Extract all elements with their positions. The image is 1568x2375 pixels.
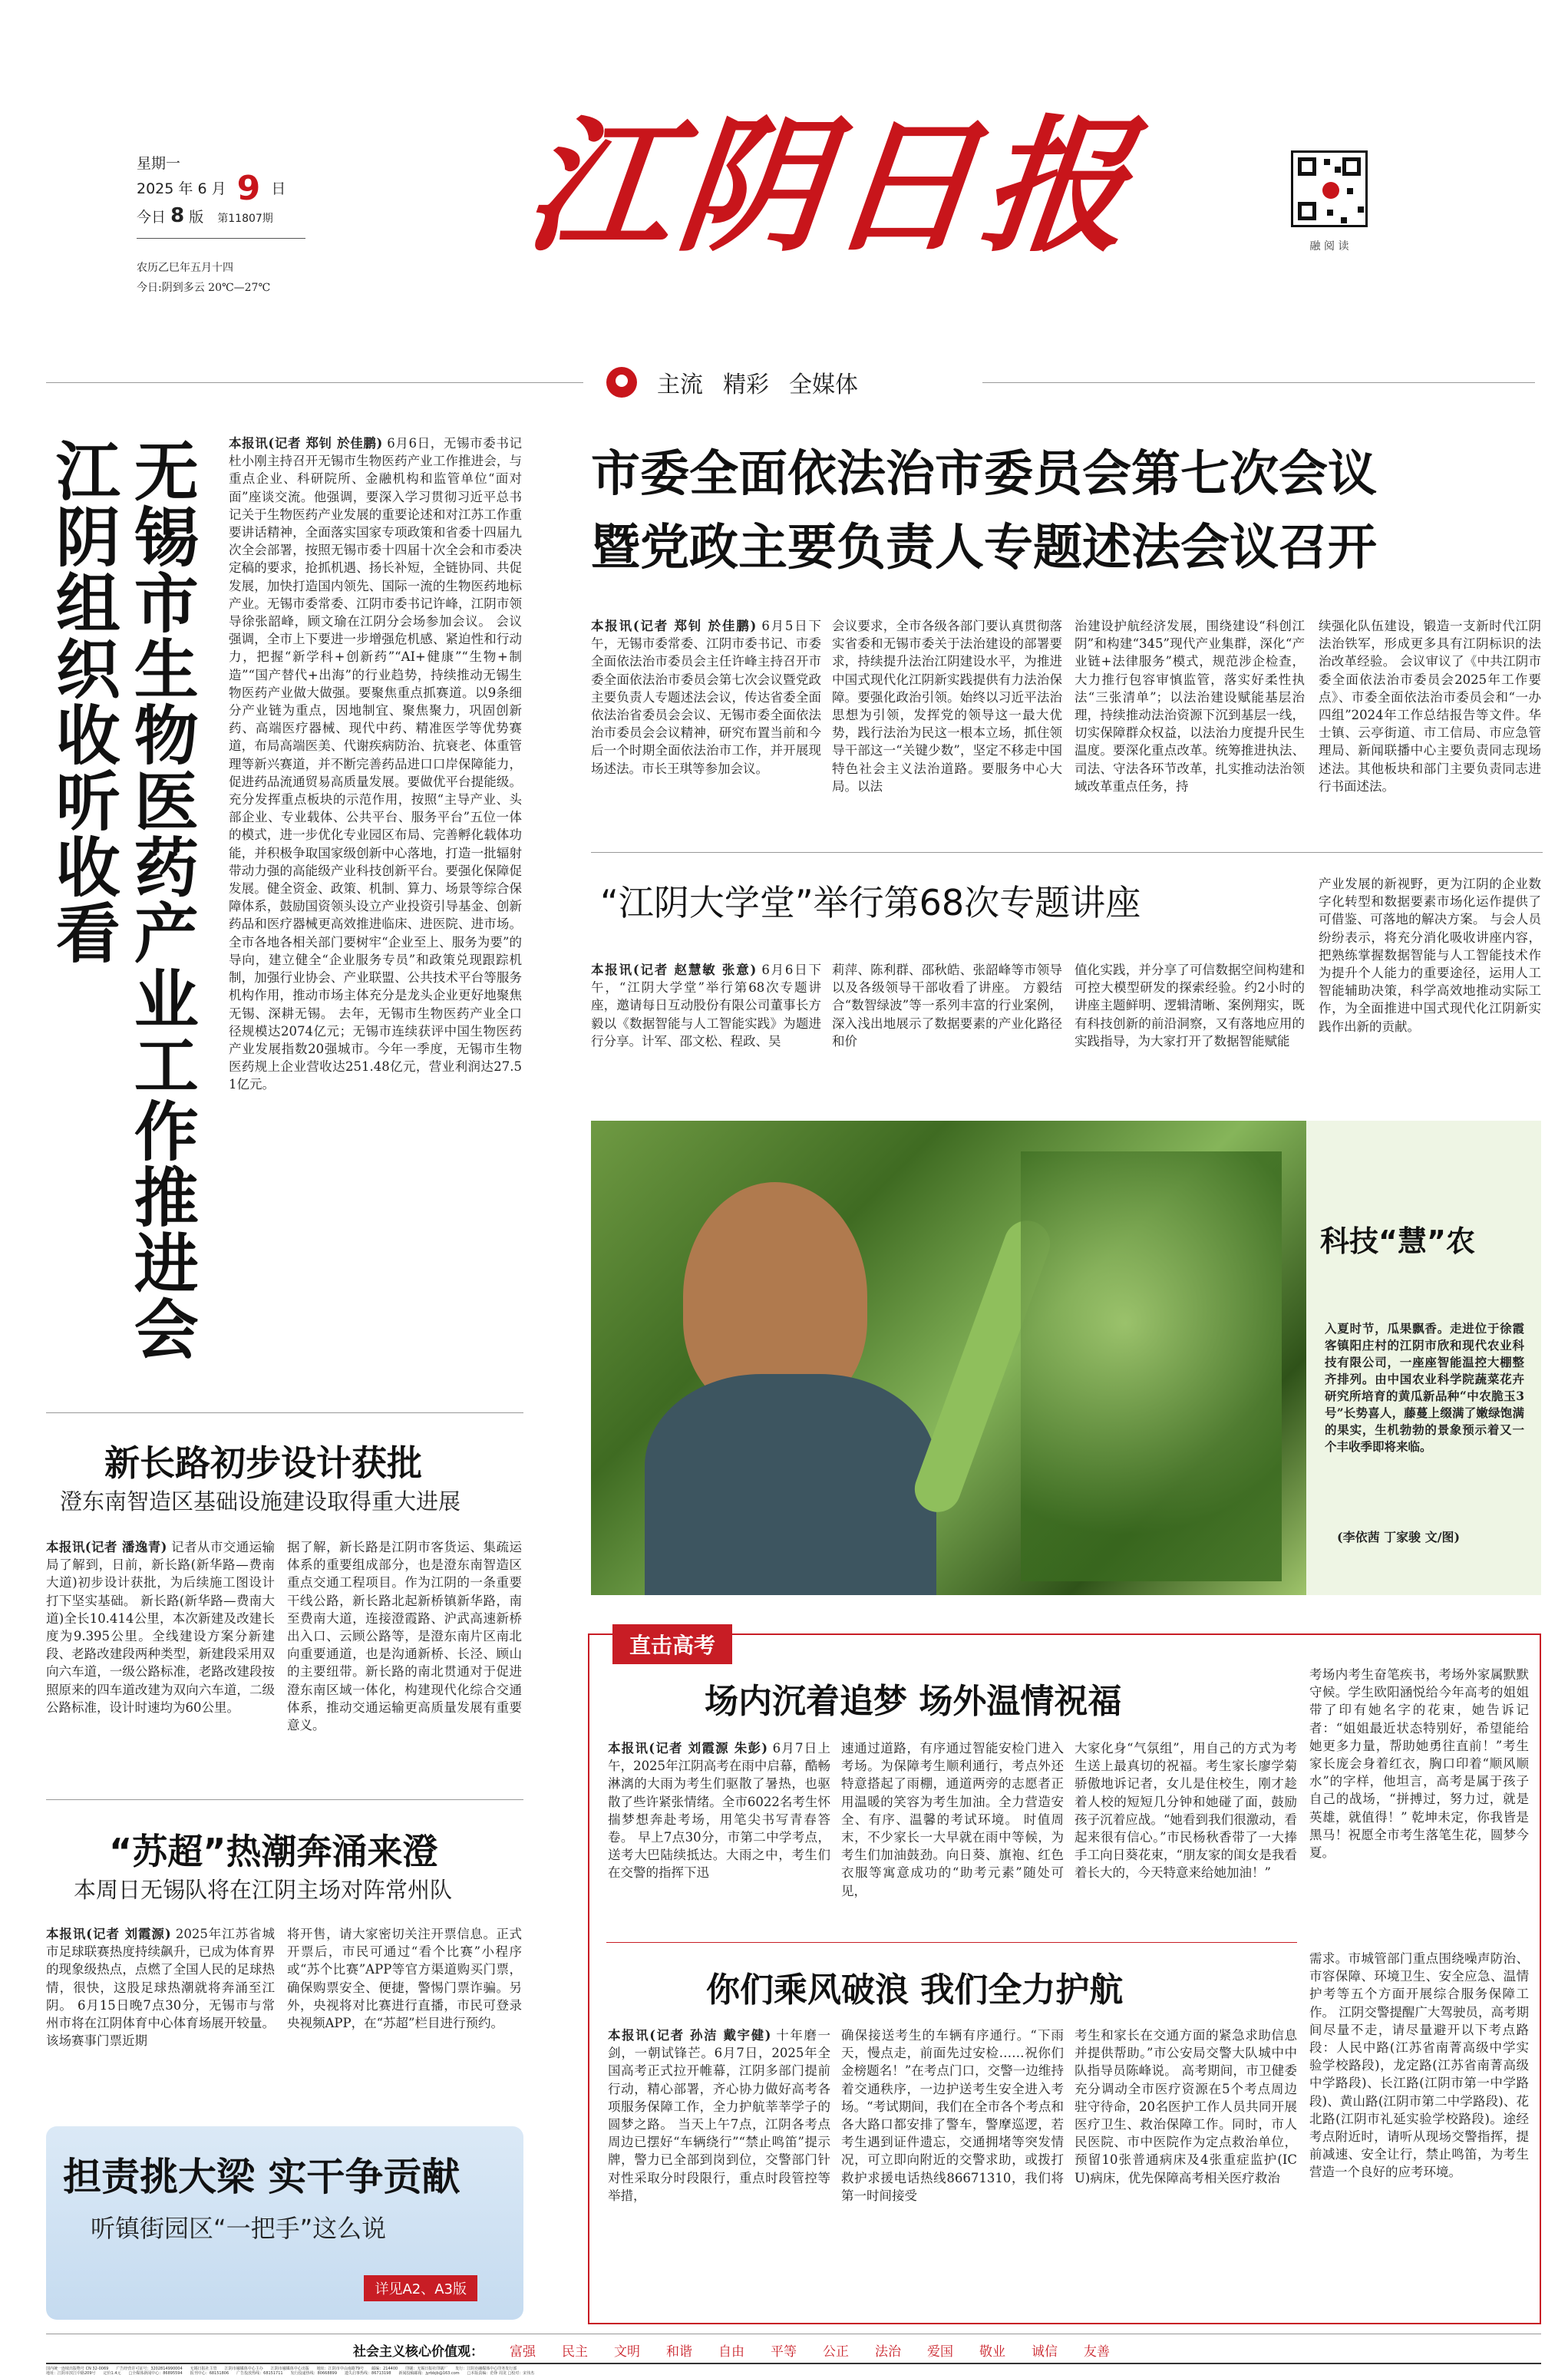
lecture-col-2: 莉萍、陈利群、邵秋皓、张韶峰等市领导以及各级领导干部收看了讲座。 方毅结合“数智绿波”等一系列丰富的行业案例，深入浅出地展示了数据要素的产业化路径和价 [832,963,1062,1049]
date-month-unit: 月 [211,180,226,197]
main-headline-2: 暨党政主要负责人专题述法会议召开 [591,520,1377,576]
exam-b-col-1 [608,2027,830,2311]
value-item: 自由 [718,2344,744,2360]
exam-a-col-2: 速通过道路，有序通过智能安检门进入考场。为保障考生顺利通行，考点外还特意搭起了雨棚，通道两旁的志愿者正用温暖的笑容为考生加油。全力营造安全、有序、温馨的考试环境。 时值周末，不少家长一大早就在雨中等候，为考生们加油鼓劲。向日葵、旗袍、红色衣服等寓意成功的“助考元素”随处可见， [841,1741,1064,1898]
footer-item: 邮编：214400 [371,2367,398,2370]
qr-block [1291,150,1375,281]
footer-rule [46,2363,1541,2364]
footer-item: 广告经营许可证号：3202814990004 [116,2367,183,2370]
value-item: 富强 [510,2344,536,2360]
masthead: 江阴日报 [517,101,1144,272]
exam-a-col-1-text: 6月7日上午，2025年江阴高考在雨中启幕，酷畅淋漓的大雨为考生们驱散了暑热，也驱散了些许紧张情绪。全市6022名考生怀揣梦想奔赴考场，用笔尖书写青春答卷。 早上7点30分，市第二中学考点，送考大巴陆续抵达。大雨之中，考生们在交警的指挥下迅 [608,1741,830,1881]
lecture-col-4: 产业发展的新视野，更为江阴的企业数字化转型和数据要素市场化运作提供了可借鉴、可落地的解决方案。 与会人员纷纷表示，将充分消化吸收讲座内容，把熟练掌握数据智能与人工智能技术作为提升个人能力的重要途径，运用人工智能辅助决策，科学高效地推动实际工作，为全面推进中国式现代化江阴新实践作出新的贡献。 [1319,877,1541,1034]
left-mid2-headline: “苏超”热潮奔涌来澄 [109,1831,438,1872]
slogan-2: 精彩 [723,372,769,398]
photo-credit: (李依茜 丁家骏 文/图) [1337,1530,1461,1544]
value-item: 和谐 [666,2344,692,2360]
brand-logo-icon [606,367,637,398]
exam-byline-2: 本报讯(记者 孙洁 戴宇健) [608,2028,771,2043]
farmer-photo [591,1121,1306,1595]
footer-item: 江阴市融媒体中心出版 [270,2367,309,2370]
left-mid2-byline: 本报讯(记者 刘霞源) [46,1927,171,1941]
footer-item: □全媒体新闻中心：86895594 [128,2371,183,2375]
left-mid-col-1 [46,1538,275,1792]
photo-caption: 入夏时节，瓜果飘香。走进位于徐霞客镇阳庄村的江阴市欣和现代农业科技有限公司，一座座智能温控大棚整齐排列。由中国农业科学院蔬菜花卉研究所培育的黄瓜新品种“中农脆玉3号”长势喜人，藤蔓上缀满了嫩绿饱满的果实，生机勃勃的景象预示着又一个丰收季即将来临。 [1325,1321,1524,1454]
exam-divider [606,1942,1297,1943]
qr-label: 融 阅 读 [1309,240,1349,253]
date-month: 6 [197,180,207,197]
left-top-byline: 本报讯(记者 郑钊 於佳鹏) [229,436,383,451]
exam-a-col-4: 考场内考生奋笔疾书，考场外家属默默守候。学生欧阳涵悦给今年高考的姐姐带了印有她名字的花束，她告诉记者：“姐姐最近状态特别好，希望能给她更多力量，帮助她勇往直前！”考生家长庞会身着红衣，胸口印着“顺风顺水”的字样，他坦言，高考是属于孩子自己的战场，“拼搏过，努力过，就是英雄，就值得！” 乾坤未定，你我皆是黑马！祝愿全市考生落笔生花，圆梦今夏。 [1309,1667,1529,1861]
issue-number: 第11807期 [217,213,273,225]
exam-headline-2: 你们乘风破浪 我们全力护航 [706,1970,1124,2010]
left-mid-col-2: 据了解，新长路是江阴市客货运、集疏运体系的重要组成部分，也是澄东南智造区重点交通工程项目。作为江阴的一条重要干线公路，新长路北起新桥镇新华路，南至费南大道，连接澄霞路、沪武高速新桥出入口、云顾公路等，是澄东南片区南北向重要通道，也是沟通新桥、长泾、顾山的主要纽带。新长路的南北贯通对于促进澄东南区域一体化，构建现代化综合交通体系，推动交通运输更高质量发展有重要意义。 [287,1540,522,1733]
weather: 今日:阴到多云 20℃—27℃ [137,282,271,294]
date-year-unit: 年 [178,180,193,197]
pages-line [137,204,273,227]
value-item: 公正 [823,2344,849,2360]
lecture-headline: “江阴大学堂”举行第68次专题讲座 [600,882,1141,923]
lecture-col-1 [591,961,821,1092]
main-col-1-text: 6月5日下午，无锡市委常委、江阴市委书记、市委全面依法治市委员会主任许峰主持召开市委全面依法治市委员会第七次会议暨党政主要负责人专题述法会议，传达省委全面依法治省委员会会议、无锡市委全面依法治市委员会会议精神，研究布置当前和今后一个时期全面依法治市工作，并开展现场述法。市长王琪等参加会议。 [591,619,821,776]
footer-item: 地址：江阴市滨江中路209号 [46,2371,96,2375]
footer-item: 定价1.4元 [103,2371,121,2375]
main-byline: 本报讯(记者 郑钊 於佳鹏) [591,619,757,633]
values-bar [353,2340,1351,2360]
left-mid2-col-1 [46,1925,275,2117]
footer-item: 国内统一连续出版物号 CN 32-0069 [46,2367,109,2370]
value-item: 诚信 [1032,2344,1058,2360]
exam-b-col-3: 考生和家长在交通方面的紧急求助信息并提供帮助。”市公安局交警大队城中中队指导员陈峰说。 高考期间，市卫健委充分调动全市医疗资源在5个考点周边驻守待命，20名医护工作人员共同开展医疗卫生、救治保障工作。同时，市人民医院、市中医院作为定点救治单位，预留10张普通病床及4张重症监护(ICU)病床，优先保障高考相关医疗救治 [1074,2028,1297,2185]
value-item: 平等 [771,2344,797,2360]
left-divider-2 [46,1799,523,1800]
values-label: 社会主义核心价值观： [353,2344,484,2360]
footer-item: 新闻投稿邮箱：jyrbbjb@163.com [398,2371,460,2375]
promo-ref[interactable]: 详见A2、A3版 [364,2275,477,2301]
main-col-4: 续强化队伍建设，锻造一支新时代江阴法治铁军，形成更多具有江阴标识的法治改革经验。 会议审议了《中共江阴市委全面依法治市委员会2025年工作要点》、市委全面依法治市委员会和“一办四组”2024年工作总结报告等文件。华士镇、云亭街道、市工信局、市应急管理局、新闻联播中心主要负责同志现场述法。其他板块和部门主要负责同志进行书面述法。 [1319,619,1541,794]
exam-a-col-1 [608,1739,830,1931]
main-col-2: 会议要求，全市各级各部门要认真贯彻落实省委和无锡市委关于法治建设的部署要求，持续提升法治江阴建设水平，为推进中国式现代化江阴新实践提供有力法治保障。要强化政治引领。始终以习近平法治思想为引领，发挥党的领导这一最大优势，践行法治为民这一根本立场，抓住领导干部这一“关键少数”，坚定不移走中国特色社会主义法治道路。要服务中心大局。以法 [832,619,1062,794]
main-col-3: 治建设护航经济发展，围绕建设“科创江阴”和构建“345”现代产业集群，深化“产业链+法律服务”模式，规范涉企检查，大力推行包容审慎监管，落实好柔性执法“三张清单”；以法治建设赋能基层治理，持续推动法治资源下沉到基层一线，切实保障群众权益，以法治力度提升民生温度。要深化重点改革。统筹推进执法、司法、守法各环节改革，扎实推动法治领域改革重点任务，持 [1074,619,1305,794]
header-divider [137,238,305,239]
exam-tag: 直击高考 [612,1624,732,1664]
value-item: 法治 [875,2344,901,2360]
footer-line-2 [46,2370,1541,2375]
left-mid-byline: 本报讯(记者 潘逸青) [46,1540,167,1554]
qr-code-icon[interactable] [1291,150,1368,227]
value-item: 友善 [1084,2344,1110,2360]
footer-item: 发行投递热线：80668899 [290,2371,338,2375]
value-item: 民主 [562,2344,588,2360]
footer-item: 广告投放热线：68151711 [236,2371,283,2375]
left-mid-subhead: 澄东南智造区基础设施建设取得重大进展 [60,1488,461,1515]
left-mid2-col-2: 将开售，请大家密切关注开票信息。正式开票后，市民可通过“看个比赛”小程序或“苏个比赛”APP等官方渠道购买门票，确保购票安全、便捷，警惕门票诈骗。另外，央视将对比赛进行直播，市民可登录央视频APP，在“苏超”栏目进行预约。 [287,1927,522,2031]
date-line [137,169,286,208]
exam-byline-1: 本报讯(记者 刘霞源 朱彭) [608,1741,768,1756]
lecture-byline: 本报讯(记者 赵慧敏 张意) [591,963,757,977]
date-day: 9 [236,169,261,208]
slogan-1: 主流 [657,372,703,398]
left-headline-1: 无锡市生物医药产业工作推进会 [124,438,200,1362]
main-divider-1 [591,852,1543,853]
lecture-col-3: 值化实践，并分享了可信数据空间构建和可控大模型研发的探索经验。约2小时的讲座主题鲜明、逻辑清晰、案例翔实，既有科技创新的前沿洞察，又有落地应用的实践指导，为大家打开了数据智能赋能 [1074,963,1305,1049]
exam-b-col-4: 需求。市城管部门重点围绕噪声防治、市容保障、环境卫生、安全应急、温情护考等五个方面开展综合服务保障工作。 江阴交警提醒广大驾驶员，高考期间尽量不走，请尽量避开以下考点路段：人民中路(江苏省南菁高级中学实验学校路段)，龙定路(江苏省南菁高级中学路段)、长江路(江阴市第一中学路段)、黄山路(江阴市第二中学路段)、花北路(江阴市礼延实验学校路段)。途经考点附近时，请听从现场交警指挥，提前减速、安全让行，禁止鸣笛，为考生营造一个良好的应考环境。 [1309,1951,1529,2180]
footer-item: 印刷：无锡日报社印刷厂 [405,2367,448,2370]
slogan-rule-left [46,382,583,383]
value-item: 爱国 [927,2344,953,2360]
slogan-3: 全媒体 [789,372,858,398]
left-divider-1 [46,1412,523,1413]
left-top-text: 6月6日，无锡市委书记杜小刚主持召开无锡市生物医药产业工作推进会，与重点企业、科研院所、金融机构和监管单位“面对面”座谈交流。他强调，要深入学习贯彻习近平总书记关于生物医药产业发展的重要论述和对江苏工作重要讲话精神，全面落实国家专项政策和省委十四届九次全会部署，按照无锡市委十四届十次全会和市委决定稿的要求，抢抓机遇、扬长补短，全链协同、共促发展，加快打造国内领先、国际一流的生物医药地标产业。无锡市委常委、江阴市委书记许峰，江阴市领导徐张韶峰，顾文瑜在江阴分会场参加会议。 会议强调，全市上下要进一步增强危机感、紧迫性和行动力，把握“新学科+创新药”“AI+健康”“生物+制造”“国产替代+出海”的行业趋势，持续推动无锡生物医药产业做大做强。要聚焦重点抓赛道。以9条细分产业链为重点，因地制宜、聚焦聚力，巩固创新药、高端医疗器械、现代中药、精准医学等优势赛道，布局高端医美、代谢疾病防治、抗衰老、体重管理等新兴赛道，并不断完善药品进口口岸保障能力，促进药品流通贸易高质量发展。要做优平台提能级。充分发挥重点板块的示范作用，按照“主导产业、头部企业、专业载体、公共平台、服务平台”五位一体的模式，进一步优化专业园区布局、完善孵化载体功能，并积极争取国家级创新中心落地，打造一批辐射带动力强的高能级产业科技创新平台。要强化保障促发展。健全资金、政策、机制、算力、场景等综合保障体系，鼓励国资领头设立产业投资引导基金、创新药品和医疗器械更高效推进临床、进医院、进市场。全市各地各相关部门要树牢“企业至上、服务为要”的导向，建立健全“企业服务专员”和政策兑现跟踪机制，加强行业协会、产业联盟、公共技术平台等服务机构作用，推动市场主体充分是龙头企业更好地聚焦无锡、深耕无锡。 去年，无锡市生物医药产业全口径规模达2074亿元；无锡市连续获评中国生物医药产业发展指数20强城市。今年一季度，无锡市生物医药规上企业营收达251.48亿元，营业利润达27.51亿元。 [229,436,522,1092]
footer-item: 遗失启事热线：86713198 [345,2371,391,2375]
value-item: 文明 [614,2344,640,2360]
promo-subhead: 听镇街园区“一把手”这么说 [91,2214,387,2243]
promo-box[interactable] [46,2126,523,2320]
date-day-unit: 日 [271,180,286,197]
exam-b-col-1-text: 十年磨一剑，一朝试锋芒。6月7日，2025年全国高考正式拉开帷幕，江阴多部门提前行动，精心部署，齐心协力做好高考各项服务保障工作，全力护航莘莘学子的圆梦之路。 当天上午7点，江阴各考点周边已摆好“车辆绕行”“禁止鸣笛”提示牌，警力已全部到岗到位，交警部门针对性采取分时段限行，重点时段管控等举措， [608,2028,830,2203]
footer-item: 无锡日报社主管 [190,2367,217,2370]
lecture-col-1-text: 6月6日下午，“江阴大学堂”举行第68次专题讲座，邀请每日互动股份有限公司董事长方毅以《数据智能与人工智能实践》为题进行分享。计军、邵文松、程政、吴 [591,963,821,1049]
photo-title: 科技“慧”农 [1320,1224,1475,1258]
left-mid2-subhead: 本周日无锡队将在江阴主场对阵常州队 [74,1877,453,1903]
today-prefix: 今日 [137,209,167,226]
exam-a-col-3: 大家化身“气氛组”，用自己的方式为考生送上最真切的祝福。考生家长廖学菊骄傲地诉记者，女儿是住校生，刚才趁着人校的短短几分钟和她碰了面，鼓励孩子沉着应战。“她看到我们很激动，看起来很有信心。”市民杨秋香带了一大捧手工向日葵花束，“朋友家的闺女是我看着长大的，今天特意来给她加油！” [1074,1741,1297,1881]
left-mid-headline: 新长路初步设计获批 [104,1442,422,1484]
footer-item: 发行：江阴市融媒体中心印务发行部 [455,2367,517,2370]
main-col-1 [591,617,821,817]
slogan-bar [606,361,967,404]
left-top-body [229,434,522,1386]
lunar-date: 农历乙巳年五月十四 [137,262,233,274]
footer-item: 地址：江阴市中山南路79号 [316,2367,365,2370]
footer-item: 报刊中心：68151806 [190,2371,229,2375]
value-item: 敬业 [979,2344,1005,2360]
footer-item: □本版责编：范铮 周龙 □校对：宋伟杰 [467,2371,535,2375]
date-year: 2025 [137,180,174,197]
promo-headline: 担责挑大梁 实干争贡献 [63,2154,460,2199]
left-headline-2: 江阴组织收听收看 [45,438,121,966]
today-suffix: 版 [189,209,204,226]
today-pages: 8 [170,204,185,227]
date-block [137,143,321,296]
left-mid-col-1-text: 记者从市交通运输局了解到，日前，新长路(新华路—费南大道)初步设计获批，为后续施工图设计打下坚实基础。 新长路(新华路—费南大道)全长10.414公里，本次新建及改建长度为9.395公里。全线建设方案分新建段、老路改建段两种类型，新建段采用双向六车道，一级公路标准，老路改建段按照原来的四车道改建为双向六车道，二级公路标准，设计时速均为60公里。 [46,1540,275,1715]
main-headline-1: 市委全面依法治市委员会第七次会议 [591,446,1377,503]
slogan-rule-right [982,382,1535,383]
footer-item: 江阴市融媒体中心主办 [224,2367,263,2370]
exam-headline-1: 场内沉着追梦 场外温情祝福 [705,1682,1122,1721]
weekday: 星期一 [137,155,181,172]
exam-b-col-2: 确保接送考生的车辆有序通行。“下雨天，慢点走，前面先过安检……祝你们金榜题名！”在考点门口，交警一边维持着交通秩序，一边护送考生安全进入考场。“考试期间，我们在全市各个考点和各大路口都安排了警车，警摩巡逻，若考生遇到证件遗忘，交通拥堵等突发情况，可立即向附近的交警求助，或拨打救护求援电话热线86671310，我们将第一时间接受 [841,2028,1064,2203]
left-mid2-col-1-text: 2025年江苏省城市足球联赛热度持续飙升，已成为体育界的现象级热点，点燃了全国人民的足球热情，很快，这股足球热潮就将奔涌至江阴。 6月15日晚7点30分，无锡市与常州市将在江阴体育中心体育场展开较量。该场赛事门票近期 [46,1927,275,2049]
